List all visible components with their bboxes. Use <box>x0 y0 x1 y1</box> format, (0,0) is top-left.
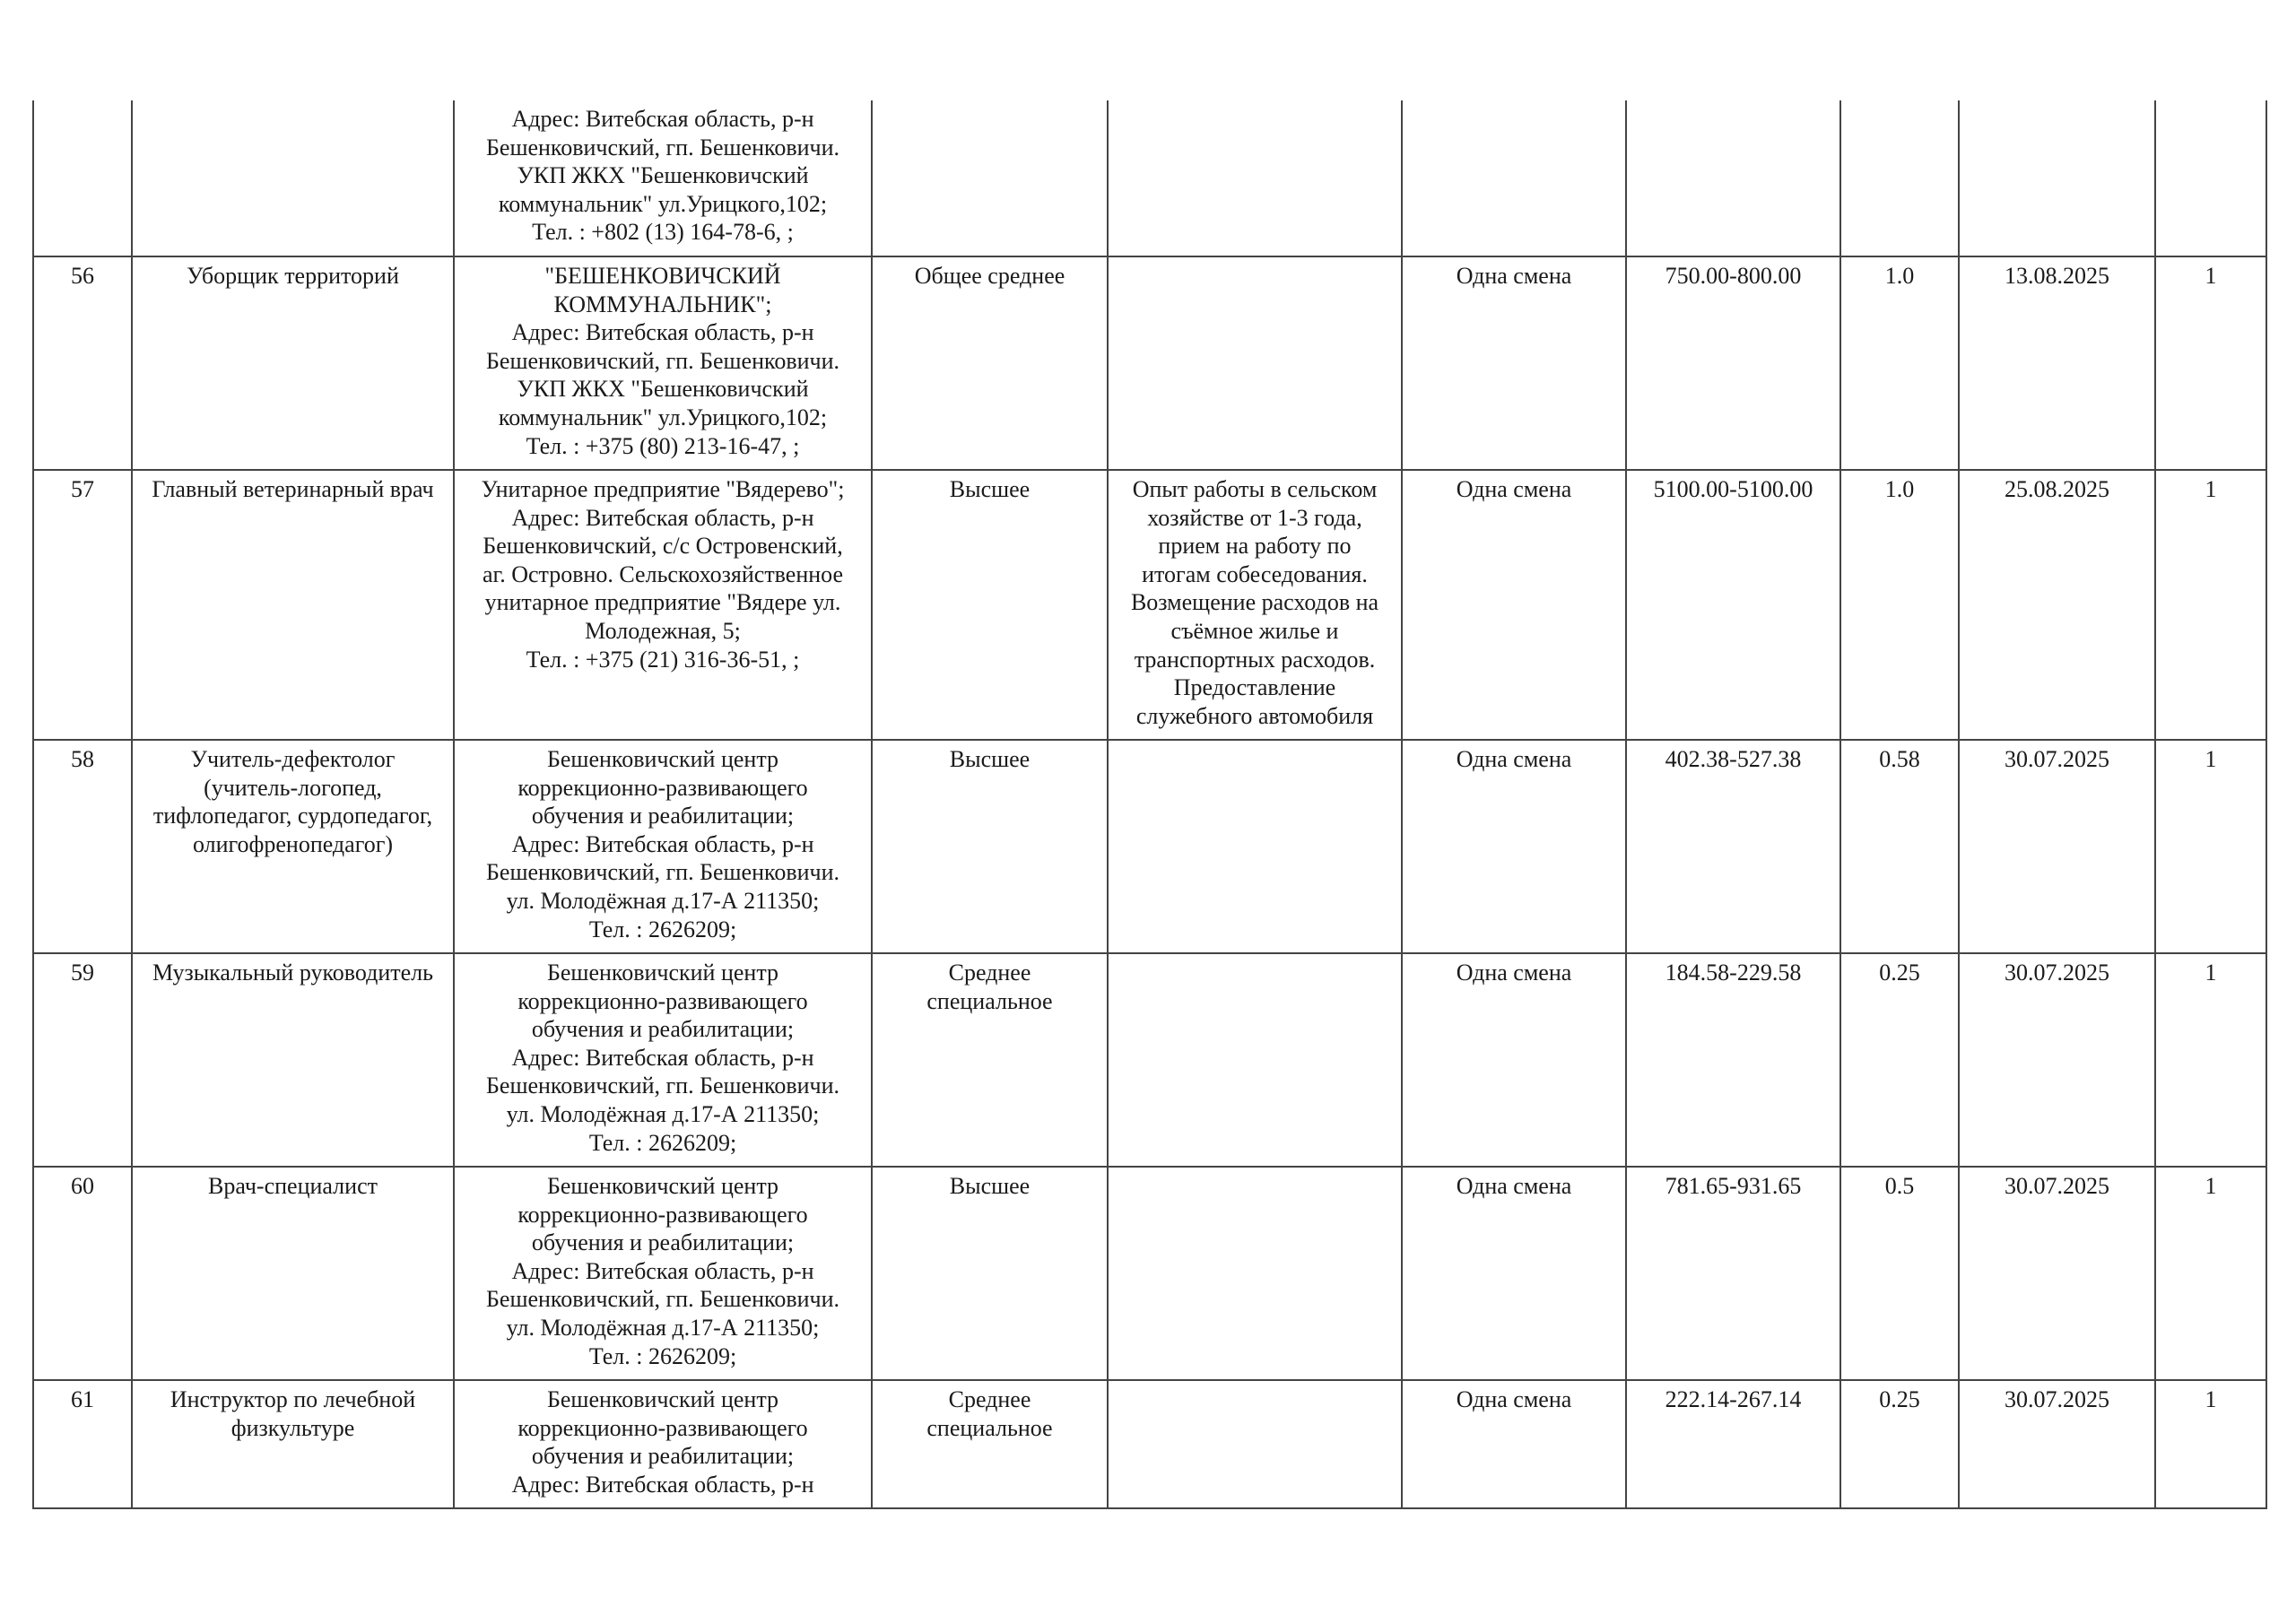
cell-position: Учитель-дефектолог (учитель-логопед, тифлопедагог, сурдопедагог, олигофренопедагог) <box>132 740 454 953</box>
cell-schedule: Одна смена <box>1402 1380 1626 1508</box>
cell-rate: 0.25 <box>1840 1380 1959 1508</box>
cell-requirements <box>1108 256 1402 470</box>
cell-rate: 0.58 <box>1840 740 1959 953</box>
cell-salary: 5100.00-5100.00 <box>1626 470 1840 740</box>
cell-education: Высшее <box>872 470 1108 740</box>
cell-date: 30.07.2025 <box>1959 1380 2155 1508</box>
cell-date <box>1959 100 2155 256</box>
table-row <box>33 100 2266 256</box>
cell-schedule <box>1402 100 1626 256</box>
cell-num: 58 <box>33 740 132 953</box>
cell-requirements <box>1108 1167 1402 1380</box>
cell-position: Инструктор по лечебной физкультуре <box>132 1380 454 1508</box>
cell-num: 59 <box>33 953 132 1167</box>
cell-rate: 0.25 <box>1840 953 1959 1167</box>
cell-schedule: Одна смена <box>1402 256 1626 470</box>
cell-requirements <box>1108 1380 1402 1508</box>
cell-salary <box>1626 100 1840 256</box>
cell-education: Среднее специальное <box>872 953 1108 1167</box>
cell-requirements <box>1108 953 1402 1167</box>
cell-count: 1 <box>2155 470 2266 740</box>
cell-num <box>33 100 132 256</box>
cell-position <box>132 100 454 256</box>
cell-num: 56 <box>33 256 132 470</box>
cell-requirements <box>1108 740 1402 953</box>
cell-count: 1 <box>2155 1167 2266 1380</box>
cell-count: 1 <box>2155 1380 2266 1508</box>
cell-num: 57 <box>33 470 132 740</box>
cell-num: 60 <box>33 1167 132 1380</box>
cell-position: Уборщик территорий <box>132 256 454 470</box>
cell-requirements <box>1108 100 1402 256</box>
cell-salary: 750.00-800.00 <box>1626 256 1840 470</box>
cell-employer: Бешенковичский центр коррекционно-развивающего обучения и реабилитации; Адрес: Витебская область, р-н Бешенковичский, гп. Бешенковичи. ул. Молодёжная д.17-А 211350; Тел. : 2626209; <box>454 953 872 1167</box>
cell-schedule: Одна смена <box>1402 740 1626 953</box>
cell-date: 25.08.2025 <box>1959 470 2155 740</box>
cell-position: Врач-специалист <box>132 1167 454 1380</box>
cell-salary: 222.14-267.14 <box>1626 1380 1840 1508</box>
cell-requirements: Опыт работы в сельском хозяйстве от 1-3 года, прием на работу по итогам собеседования. Возмещение расходов на съёмное жилье и транспортных расходов. Предоставление служебного автомобиля <box>1108 470 1402 740</box>
cell-date: 30.07.2025 <box>1959 1167 2155 1380</box>
cell-rate: 0.5 <box>1840 1167 1959 1380</box>
cell-education <box>872 100 1108 256</box>
cell-salary: 781.65-931.65 <box>1626 1167 1840 1380</box>
cell-rate: 1.0 <box>1840 256 1959 470</box>
cell-education: Общее среднее <box>872 256 1108 470</box>
cell-education: Высшее <box>872 740 1108 953</box>
table-row <box>33 1167 2266 1380</box>
vacancies-table <box>32 100 2267 1509</box>
cell-salary: 184.58-229.58 <box>1626 953 1840 1167</box>
cell-employer: Бешенковичский центр коррекционно-развивающего обучения и реабилитации; Адрес: Витебская область, р-н <box>454 1380 872 1508</box>
cell-education: Среднее специальное <box>872 1380 1108 1508</box>
table-body <box>33 100 2266 1508</box>
cell-employer: "БЕШЕНКОВИЧСКИЙ КОММУНАЛЬНИК"; Адрес: Витебская область, р-н Бешенковичский, гп. Бешенковичи. УКП ЖКХ "Бешенковичский коммунальник" ул.Урицкого,102; Тел. : +375 (80) 213-16-47, ; <box>454 256 872 470</box>
cell-schedule: Одна смена <box>1402 470 1626 740</box>
cell-employer: Адрес: Витебская область, р-н Бешенковичский, гп. Бешенковичи. УКП ЖКХ "Бешенковичский коммунальник" ул.Урицкого,102; Тел. : +802 (13) 164-78-6, ; <box>454 100 872 256</box>
cell-employer: Бешенковичский центр коррекционно-развивающего обучения и реабилитации; Адрес: Витебская область, р-н Бешенковичский, гп. Бешенковичи. ул. Молодёжная д.17-А 211350; Тел. : 2626209; <box>454 1167 872 1380</box>
cell-rate <box>1840 100 1959 256</box>
cell-date: 30.07.2025 <box>1959 953 2155 1167</box>
table-row <box>33 953 2266 1167</box>
table-row <box>33 256 2266 470</box>
cell-position: Музыкальный руководитель <box>132 953 454 1167</box>
cell-employer: Унитарное предприятие "Вядерево"; Адрес: Витебская область, р-н Бешенковичский, с/с Островенский, аг. Островно. Сельскохозяйственное унитарное предприятие "Вядере ул. Молодежная, 5; Тел. : +375 (21) 316-36-51, ; <box>454 470 872 740</box>
cell-salary: 402.38-527.38 <box>1626 740 1840 953</box>
cell-rate: 1.0 <box>1840 470 1959 740</box>
cell-date: 13.08.2025 <box>1959 256 2155 470</box>
table-row <box>33 740 2266 953</box>
cell-count: 1 <box>2155 953 2266 1167</box>
cell-date: 30.07.2025 <box>1959 740 2155 953</box>
cell-count <box>2155 100 2266 256</box>
cell-education: Высшее <box>872 1167 1108 1380</box>
table-row <box>33 1380 2266 1508</box>
cell-num: 61 <box>33 1380 132 1508</box>
cell-position: Главный ветеринарный врач <box>132 470 454 740</box>
cell-schedule: Одна смена <box>1402 1167 1626 1380</box>
cell-employer: Бешенковичский центр коррекционно-развивающего обучения и реабилитации; Адрес: Витебская область, р-н Бешенковичский, гп. Бешенковичи. ул. Молодёжная д.17-А 211350; Тел. : 2626209; <box>454 740 872 953</box>
cell-count: 1 <box>2155 256 2266 470</box>
cell-count: 1 <box>2155 740 2266 953</box>
cell-schedule: Одна смена <box>1402 953 1626 1167</box>
table-row <box>33 470 2266 740</box>
